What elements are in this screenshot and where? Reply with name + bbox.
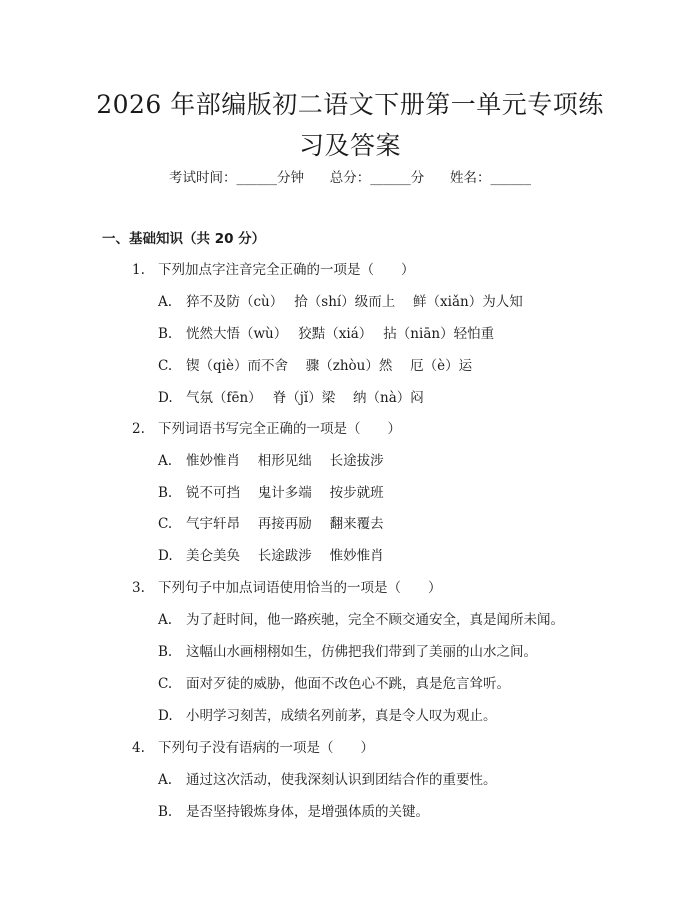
question bbox=[132, 578, 442, 598]
question-text: 下列词语书写完全正确的一项是（ ） bbox=[158, 421, 401, 437]
question-number: 2. bbox=[132, 421, 145, 437]
question-number: 1. bbox=[132, 262, 145, 278]
option-text: 气氛（fēn） 脊（jǐ）梁 纳（nà）闷 bbox=[186, 390, 424, 406]
title-line-2: 习及答案 bbox=[298, 131, 401, 160]
option bbox=[158, 610, 564, 630]
option bbox=[158, 674, 510, 694]
question bbox=[132, 419, 401, 439]
option bbox=[158, 642, 537, 662]
option-text: 惟妙惟肖 相形见绌 长途拔涉 bbox=[186, 453, 384, 469]
option-text: 是否坚持锻炼身体，是增强体质的关键。 bbox=[186, 804, 429, 820]
option-text: 美仑美奂 长途跋涉 惟妙惟肖 bbox=[186, 548, 384, 564]
option-text: 为了赶时间，他一路疾驰，完全不顾交通安全，真是闻所未闻。 bbox=[186, 612, 564, 628]
option-letter: B. bbox=[158, 326, 173, 342]
option bbox=[158, 324, 494, 344]
option-letter: B. bbox=[158, 644, 173, 660]
section-title: 一、基础知识（共 20 分） bbox=[102, 231, 266, 247]
option bbox=[158, 706, 497, 726]
page-title bbox=[0, 84, 700, 166]
option bbox=[158, 356, 472, 376]
question bbox=[132, 260, 415, 280]
option bbox=[158, 483, 384, 503]
option-letter: B. bbox=[158, 485, 173, 501]
option-text: 小明学习刻苦，成绩名列前茅，真是令人叹为观止。 bbox=[186, 708, 497, 724]
question bbox=[132, 738, 374, 758]
option bbox=[158, 514, 384, 534]
option-letter: C. bbox=[158, 676, 173, 692]
option-letter: D. bbox=[158, 708, 173, 724]
option bbox=[158, 770, 497, 790]
exam-info-line: 考试时间：______分钟 总分：______分 姓名：______ bbox=[169, 170, 531, 186]
option bbox=[158, 546, 384, 566]
option-letter: D. bbox=[158, 390, 173, 406]
option-text: 通过这次活动，使我深刻认识到团结合作的重要性。 bbox=[186, 772, 497, 788]
option-text: 锐不可挡 鬼计多端 按步就班 bbox=[186, 485, 384, 501]
option-letter: D. bbox=[158, 548, 173, 564]
option bbox=[158, 388, 424, 408]
question-text: 下列加点字注音完全正确的一项是（ ） bbox=[158, 262, 415, 278]
option-letter: A. bbox=[158, 612, 173, 628]
option-letter: A. bbox=[158, 453, 173, 469]
option-letter: B. bbox=[158, 804, 173, 820]
option bbox=[158, 802, 429, 822]
option-letter: C. bbox=[158, 358, 173, 374]
option bbox=[158, 292, 523, 312]
title-line-1: 2026 年部编版初二语文下册第一单元专项练 bbox=[96, 90, 604, 119]
option-text: 锲（qiè）而不舍 骤（zhòu）然 厄（è）运 bbox=[186, 358, 473, 374]
option-letter: A. bbox=[158, 294, 173, 310]
question-text: 下列句子中加点词语使用恰当的一项是（ ） bbox=[158, 580, 442, 596]
option-text: 这幅山水画栩栩如生，仿佛把我们带到了美丽的山水之间。 bbox=[186, 644, 537, 660]
option-letter: C. bbox=[158, 516, 173, 532]
question-number: 3. bbox=[132, 580, 145, 596]
question-text: 下列句子没有语病的一项是（ ） bbox=[158, 740, 374, 756]
option-letter: A. bbox=[158, 772, 173, 788]
option-text: 气宇轩昂 再接再励 翻来覆去 bbox=[186, 516, 384, 532]
option-text: 恍然大悟（wù） 狡黠（xiá） 拈（niān）轻怕重 bbox=[186, 326, 495, 342]
question-number: 4. bbox=[132, 740, 145, 756]
option-text: 猝不及防（cù） 拾（shí）级而上 鲜（xiǎn）为人知 bbox=[186, 294, 523, 310]
option-text: 面对歹徒的威胁，他面不改色心不跳，真是危言耸听。 bbox=[186, 676, 510, 692]
option bbox=[158, 451, 384, 471]
